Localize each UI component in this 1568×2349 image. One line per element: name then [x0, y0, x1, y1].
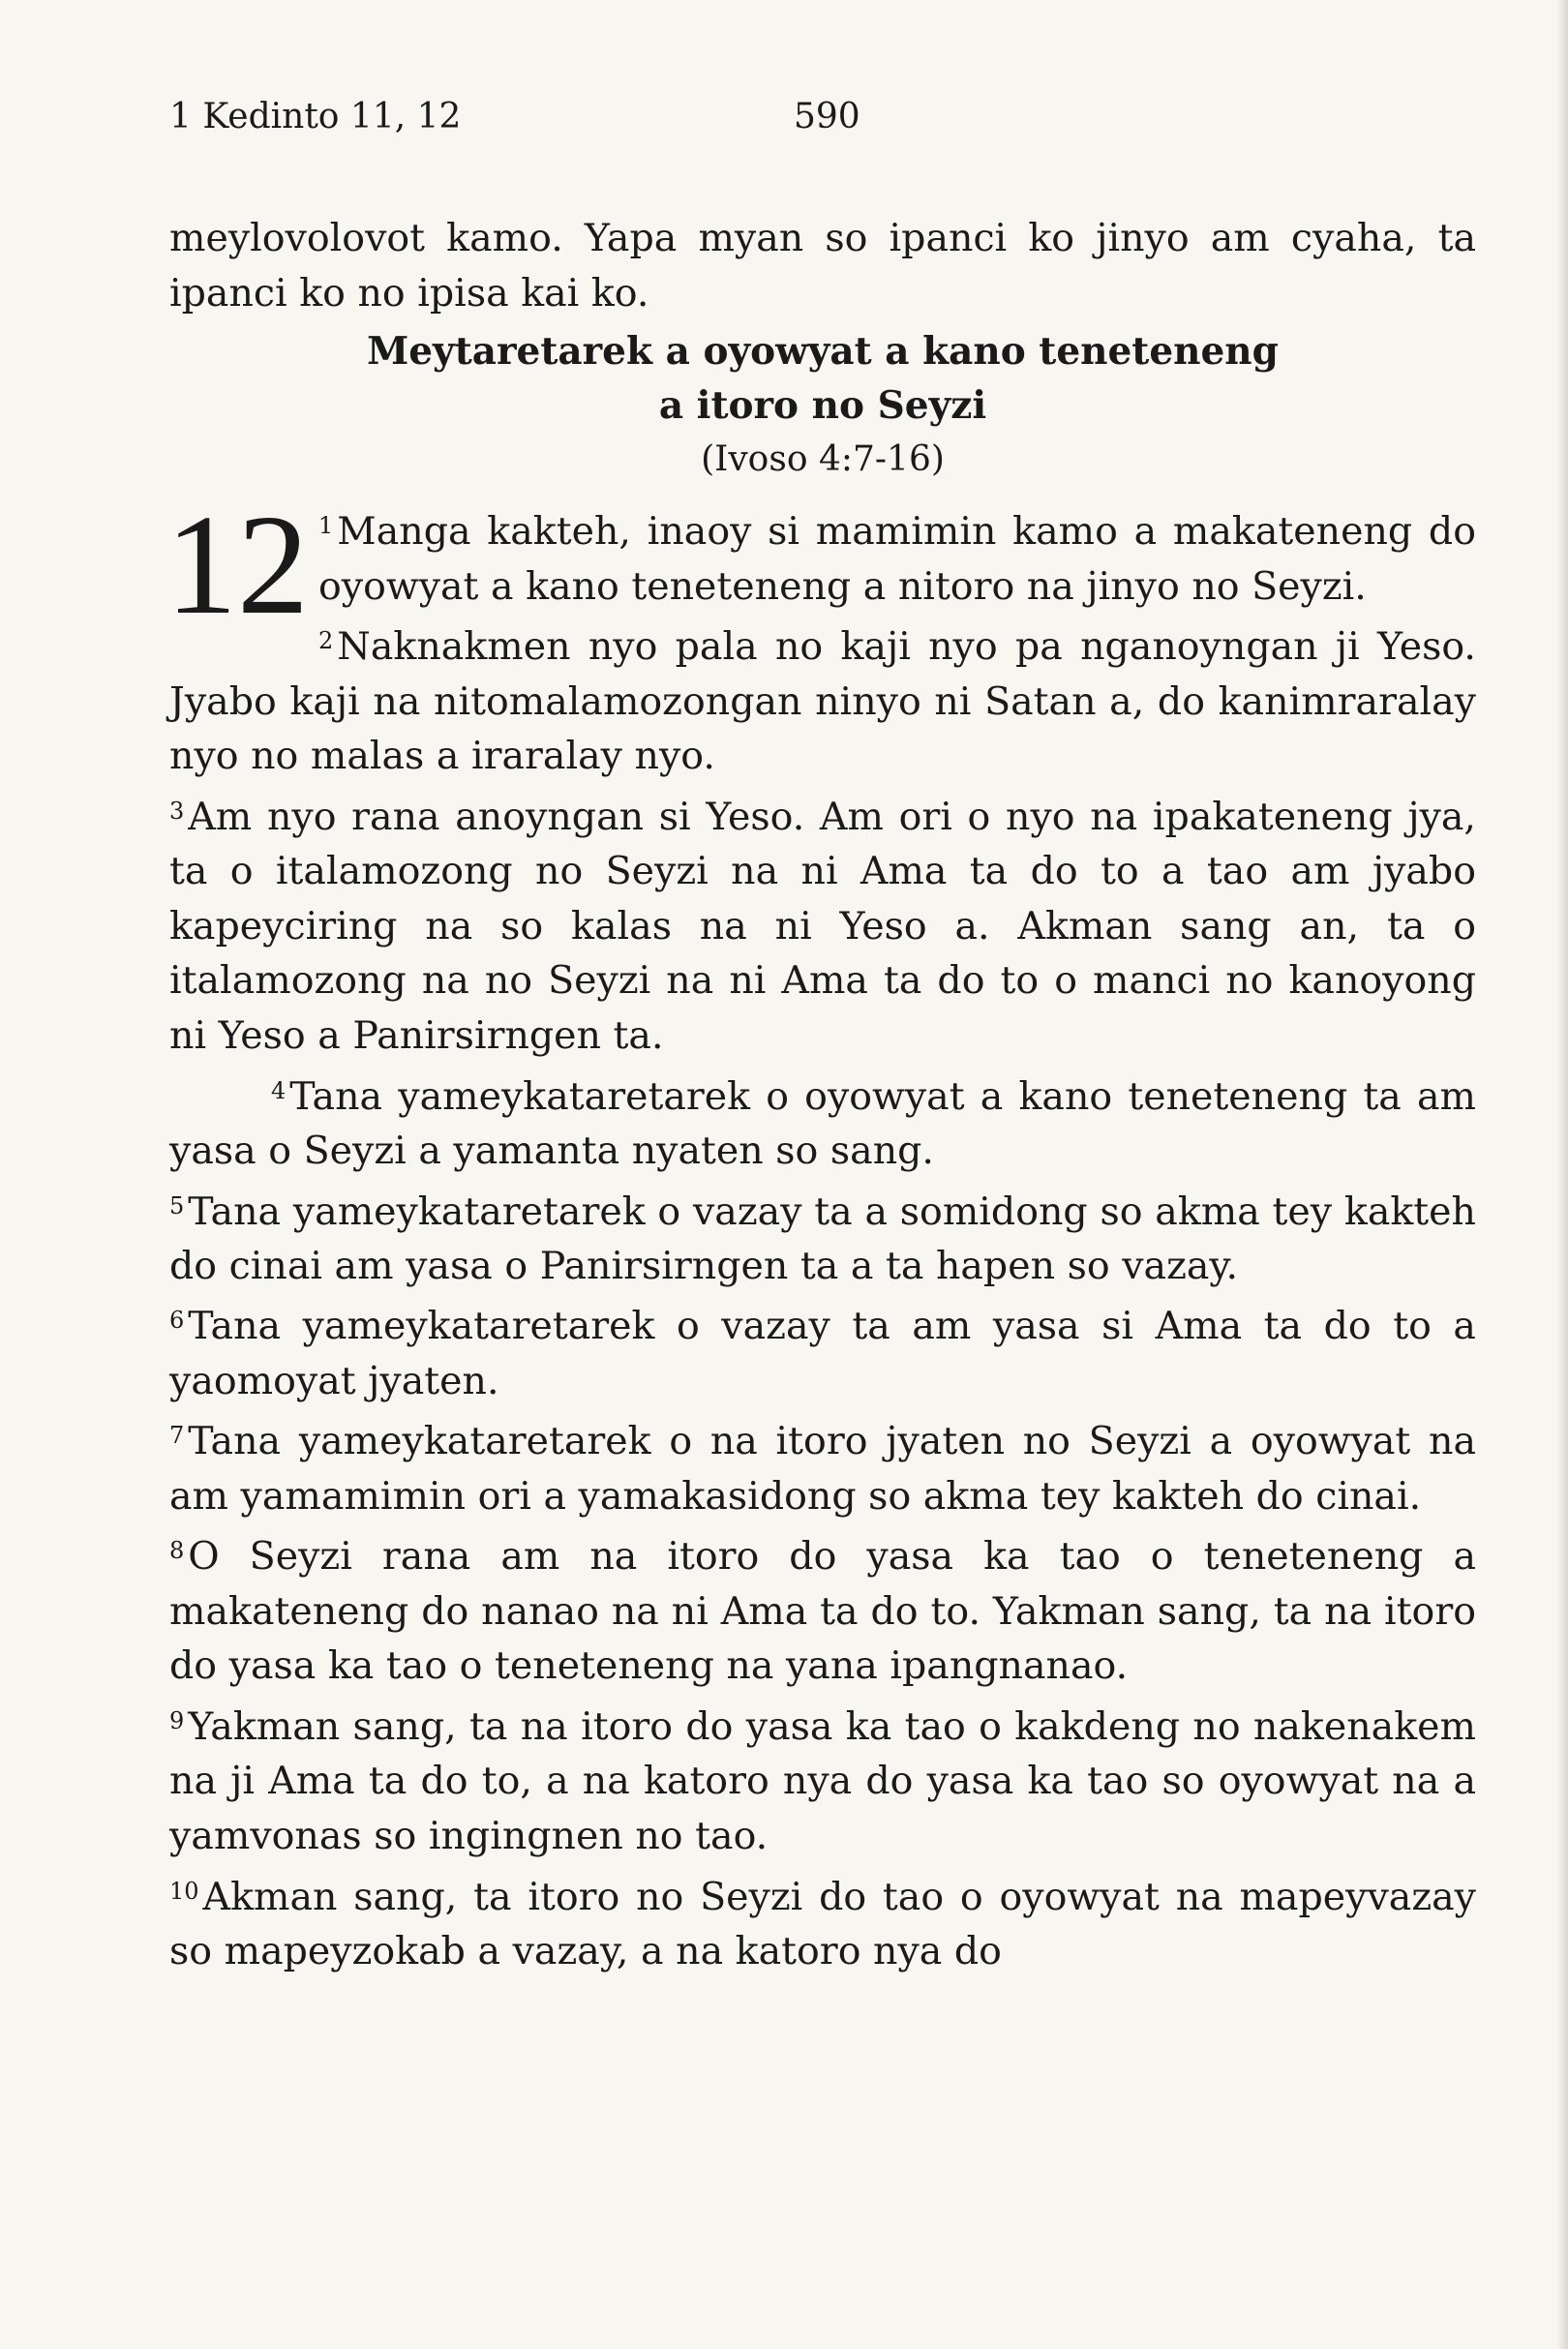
section-heading-line-1: Meytaretarek a oyowyat a kano teneteneng: [367, 329, 1279, 375]
verse-number: 9: [169, 1707, 185, 1735]
verse-text: Am nyo rana anoyngan si Yeso. Am ori o nyo na ipakateneng jya, ta o italamozong no Seyzi na ni Ama ta do to a tao am jyabo kapeyciring na so kalas na ni Yeso a. Akman sang an, ta o italamozong na no Seyzi na ni Ama ta do to o manci no kanoyong ni Yeso a Panirsirngen ta.: [169, 794, 1476, 1058]
verse-number: 8: [169, 1537, 185, 1565]
section-heading: [169, 324, 1476, 433]
verse-number: 10: [169, 1877, 199, 1905]
page-number: 590: [794, 97, 860, 136]
verse-number: 2: [318, 627, 334, 655]
verse-3: [169, 784, 1476, 1064]
verse-text: Naknakmen nyo pala no kaji nyo pa nganoyngan ji Yeso. Jyabo kaji na nitomalamozongan ninyo ni Satan a, do kanimraralay nyo no malas a iraralay nyo.: [169, 623, 1476, 779]
verse-number: 5: [169, 1191, 185, 1220]
verse-2: [169, 614, 1476, 784]
verse-text: Yakman sang, ta na itoro do yasa ka tao o kakdeng no nakenakem na ji Ama ta do to, a na katoro nya do yasa ka tao so oyowyat na a yamvonas so ingingnen no tao.: [169, 1703, 1476, 1859]
verse-6: [169, 1293, 1476, 1408]
verse-5: [169, 1179, 1476, 1294]
verse-text: Manga kakteh, inaoy si mamimin kamo a makateneng do oyowyat a kano teneteneng a nitoro na jinyo no Seyzi.: [318, 508, 1476, 609]
verse-text: Akman sang, ta itoro no Seyzi do tao o oyowyat na mapeyvazay so mapeyzokab a vazay, a na katoro nya do: [169, 1874, 1476, 1973]
verse-8: [169, 1523, 1476, 1694]
opening-paragraph: meylovolovot kamo. Yapa myan so ipanci ko jinyo am cyaha, ta ipanci ko no ipisa kai ko.: [169, 216, 1476, 316]
section-heading-line-2: a itoro no Seyzi: [658, 383, 987, 429]
chapter-number: 12: [166, 486, 309, 646]
verse-text: O Seyzi rana am na itoro do yasa ka tao o teneteneng a makateneng do nanao na ni Ama ta do to. Yakman sang, ta na itoro do yasa ka tao o teneteneng na yana ipangnanao.: [169, 1534, 1476, 1689]
verse-7: [169, 1408, 1476, 1523]
verse-4: [169, 1064, 1476, 1179]
page-edge-shadow: [1556, 0, 1568, 2349]
verse-text: Tana yameykataretarek o oyowyat a kano teneteneng ta am yasa o Seyzi a yamanta nyaten so sang.: [169, 1073, 1476, 1173]
verse-text: Tana yameykataretarek o vazay ta am yasa si Ama ta do to a yaomoyat jyaten.: [169, 1304, 1476, 1403]
verse-number: 1: [318, 512, 334, 540]
body-text: [166, 211, 1476, 1979]
verse-number: 3: [169, 797, 185, 825]
verse-number: 6: [169, 1307, 185, 1335]
running-head-reference: 1 Kedinto 11, 12: [169, 97, 462, 136]
verse-1: [166, 486, 1476, 646]
verse-number: 7: [169, 1422, 185, 1450]
cross-reference: (Ivoso 4:7-16): [701, 439, 945, 480]
verse-text: Tana yameykataretarek o vazay ta a somidong so akma tey kakteh do cinai am yasa o Panirsirngen ta a ta hapen so vazay.: [169, 1189, 1476, 1288]
verse-number: 4: [271, 1076, 286, 1104]
verse-10: [169, 1864, 1476, 1979]
running-head: [169, 97, 1476, 145]
verse-text: Tana yameykataretarek o na itoro jyaten no Seyzi a oyowyat na am yamamimin ori a yamakasidong so akma tey kakteh do cinai.: [169, 1419, 1476, 1519]
verse-9: [169, 1694, 1476, 1864]
